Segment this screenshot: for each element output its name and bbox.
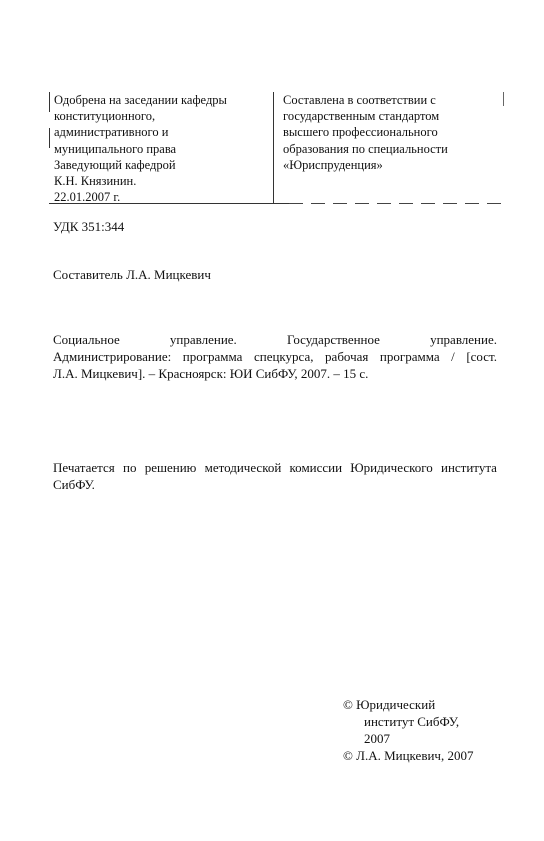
approval-right-column bbox=[283, 92, 503, 173]
biblio-word: программа bbox=[379, 349, 440, 364]
bottom-border-dashed bbox=[289, 203, 504, 204]
head-name: К.Н. Князинин. bbox=[54, 174, 137, 189]
biblio-word: спецкурса, bbox=[253, 349, 314, 364]
publication-note bbox=[53, 459, 497, 493]
approval-text: муниципального права bbox=[54, 141, 177, 156]
standard-text: государственным стандартом bbox=[283, 109, 440, 124]
biblio-word: программа bbox=[182, 349, 243, 364]
note-word: методической bbox=[204, 460, 282, 475]
biblio-word: Социальное bbox=[53, 332, 120, 347]
biblio-line bbox=[53, 331, 497, 348]
border-line bbox=[49, 128, 50, 148]
standard-text: образования по специальности bbox=[283, 141, 448, 156]
border-line bbox=[49, 92, 50, 112]
column-divider bbox=[273, 92, 274, 204]
biblio-word: рабочая bbox=[325, 349, 369, 364]
biblio-word: Государственное bbox=[286, 332, 380, 347]
note-line: СибФУ. bbox=[53, 477, 95, 492]
note-line bbox=[53, 459, 497, 476]
copyright-line: © Юридический bbox=[343, 697, 436, 712]
copyright-block bbox=[343, 696, 473, 764]
approval-block bbox=[49, 92, 504, 204]
approval-text: административного и bbox=[54, 125, 169, 140]
approval-text: конституционного, bbox=[54, 109, 156, 124]
copyright-line: институт СибФУ, bbox=[364, 714, 460, 729]
border-line bbox=[503, 92, 504, 106]
biblio-word: / bbox=[451, 349, 455, 364]
standard-text: высшего профессионального bbox=[283, 125, 438, 140]
compiler-line: Составитель Л.А. Мицкевич bbox=[53, 267, 211, 282]
note-word: института bbox=[440, 460, 497, 475]
note-word: Юридического bbox=[350, 460, 433, 475]
biblio-word: [сост. bbox=[466, 349, 497, 364]
biblio-line bbox=[53, 348, 497, 365]
note-word: по bbox=[123, 460, 137, 475]
head-of-department: Заведующий кафедрой bbox=[54, 157, 176, 172]
standard-text: Составлена в соответствии с bbox=[283, 93, 436, 107]
note-word: Печатается bbox=[53, 460, 115, 475]
biblio-line: Л.А. Мицкевич]. – Красноярск: ЮИ СибФУ, 2007. – 15 с. bbox=[53, 366, 369, 381]
biblio-word: Администрирование: bbox=[53, 349, 172, 364]
specialty-name: «Юриспруденция» bbox=[283, 157, 383, 172]
note-word: решению bbox=[144, 460, 197, 475]
udk-code: УДК 351:344 bbox=[53, 219, 125, 234]
approval-left-column bbox=[54, 92, 269, 205]
copyright-line: 2007 bbox=[364, 731, 390, 746]
copyright-line: © Л.А. Мицкевич, 2007 bbox=[343, 748, 474, 763]
approval-date: 22.01.2007 г. bbox=[54, 190, 121, 205]
bibliographic-description bbox=[53, 331, 497, 382]
biblio-word: управление. bbox=[430, 332, 497, 347]
biblio-word: управление. bbox=[169, 332, 237, 347]
approval-text: Одобрена на заседании кафедры bbox=[54, 93, 227, 107]
note-word: комиссии bbox=[289, 460, 343, 475]
